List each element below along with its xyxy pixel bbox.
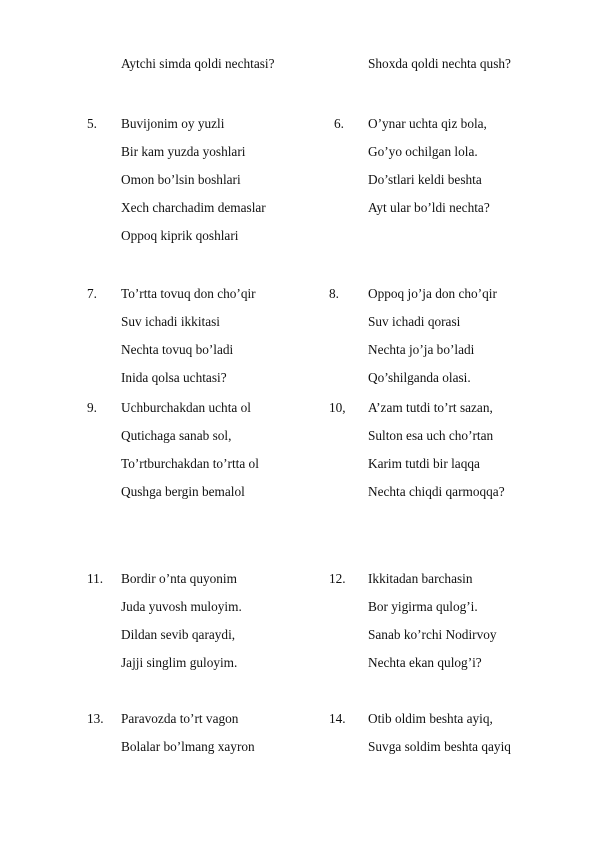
riddle-line: Go’yo ochilgan lola.	[368, 144, 478, 159]
riddle-line: Bolalar bo’lmang xayron	[121, 739, 255, 754]
riddle-line: Uchburchakdan uchta ol	[121, 400, 251, 415]
riddle-number: 5.	[87, 116, 97, 131]
riddle-line: Xech charchadim demaslar	[121, 200, 266, 215]
riddle-number: 11.	[87, 571, 104, 586]
riddle-line: Ikkitadan barchasin	[368, 571, 473, 586]
riddle-line: Suv ichadi qorasi	[368, 314, 461, 329]
riddle-line: A’zam tutdi to’rt sazan,	[368, 400, 493, 415]
riddle-number: 7.	[87, 286, 97, 301]
riddle-line: Qushga bergin bemalol	[121, 484, 245, 499]
riddle-line: Inida qolsa uchtasi?	[121, 370, 227, 385]
riddle-line: Suvga soldim beshta qayiq	[368, 739, 511, 754]
riddle-line: Qo’shilganda olasi.	[368, 370, 471, 385]
riddle-line: Sanab ko’rchi Nodirvoy	[368, 627, 497, 642]
riddle-line: Otib oldim beshta ayiq,	[368, 711, 493, 726]
riddle-number: 9.	[87, 400, 97, 415]
riddle-line: Karim tutdi bir laqqa	[368, 456, 480, 471]
riddle-line: Suv ichadi ikkitasi	[121, 314, 220, 329]
riddle-line: Juda yuvosh muloyim.	[121, 599, 242, 614]
riddle-line: Qutichaga sanab sol,	[121, 428, 232, 443]
riddle-line: Bir kam yuzda yoshlari	[121, 144, 246, 159]
riddle-number: 13.	[87, 711, 104, 726]
riddle-line: Oppoq jo’ja don cho’qir	[368, 286, 497, 301]
riddle-line: Sulton esa uch cho’rtan	[368, 428, 494, 443]
riddle-line: Do’stlari keldi beshta	[368, 172, 482, 187]
riddle-line: O’ynar uchta qiz bola,	[368, 116, 487, 131]
riddle-line: Nechta chiqdi qarmoqqa?	[368, 484, 505, 499]
riddle-line: Dildan sevib qaraydi,	[121, 627, 236, 642]
riddle-number: 6.	[334, 116, 344, 131]
riddle-number: 14.	[329, 711, 346, 726]
top-right-line: Shoxda qoldi nechta qush?	[368, 56, 511, 71]
riddle-number: 8.	[329, 286, 339, 301]
riddle-line: Nechta jo’ja bo’ladi	[368, 342, 475, 357]
riddle-number: 12.	[329, 571, 346, 586]
riddle-number: 10,	[329, 400, 346, 415]
top-left-line: Aytchi simda qoldi nechtasi?	[121, 56, 275, 71]
riddle-line: Oppoq kiprik qoshlari	[121, 228, 239, 243]
riddle-line: Jajji singlim guloyim.	[121, 655, 238, 670]
riddle-line: To’rtburchakdan to’rtta ol	[121, 456, 259, 471]
riddle-line: Ayt ular bo’ldi nechta?	[368, 200, 490, 215]
riddle-line: To’rtta tovuq don cho’qir	[121, 286, 256, 301]
riddle-line: Bordir o’nta quyonim	[121, 571, 237, 586]
riddle-line: Omon bo’lsin boshlari	[121, 172, 241, 187]
riddle-line: Bor yigirma qulog’i.	[368, 599, 478, 614]
riddle-line: Buvijonim oy yuzli	[121, 116, 225, 131]
riddle-line: Nechta ekan qulog’i?	[368, 655, 482, 670]
riddle-line: Nechta tovuq bo’ladi	[121, 342, 234, 357]
riddle-line: Paravozda to’rt vagon	[121, 711, 239, 726]
